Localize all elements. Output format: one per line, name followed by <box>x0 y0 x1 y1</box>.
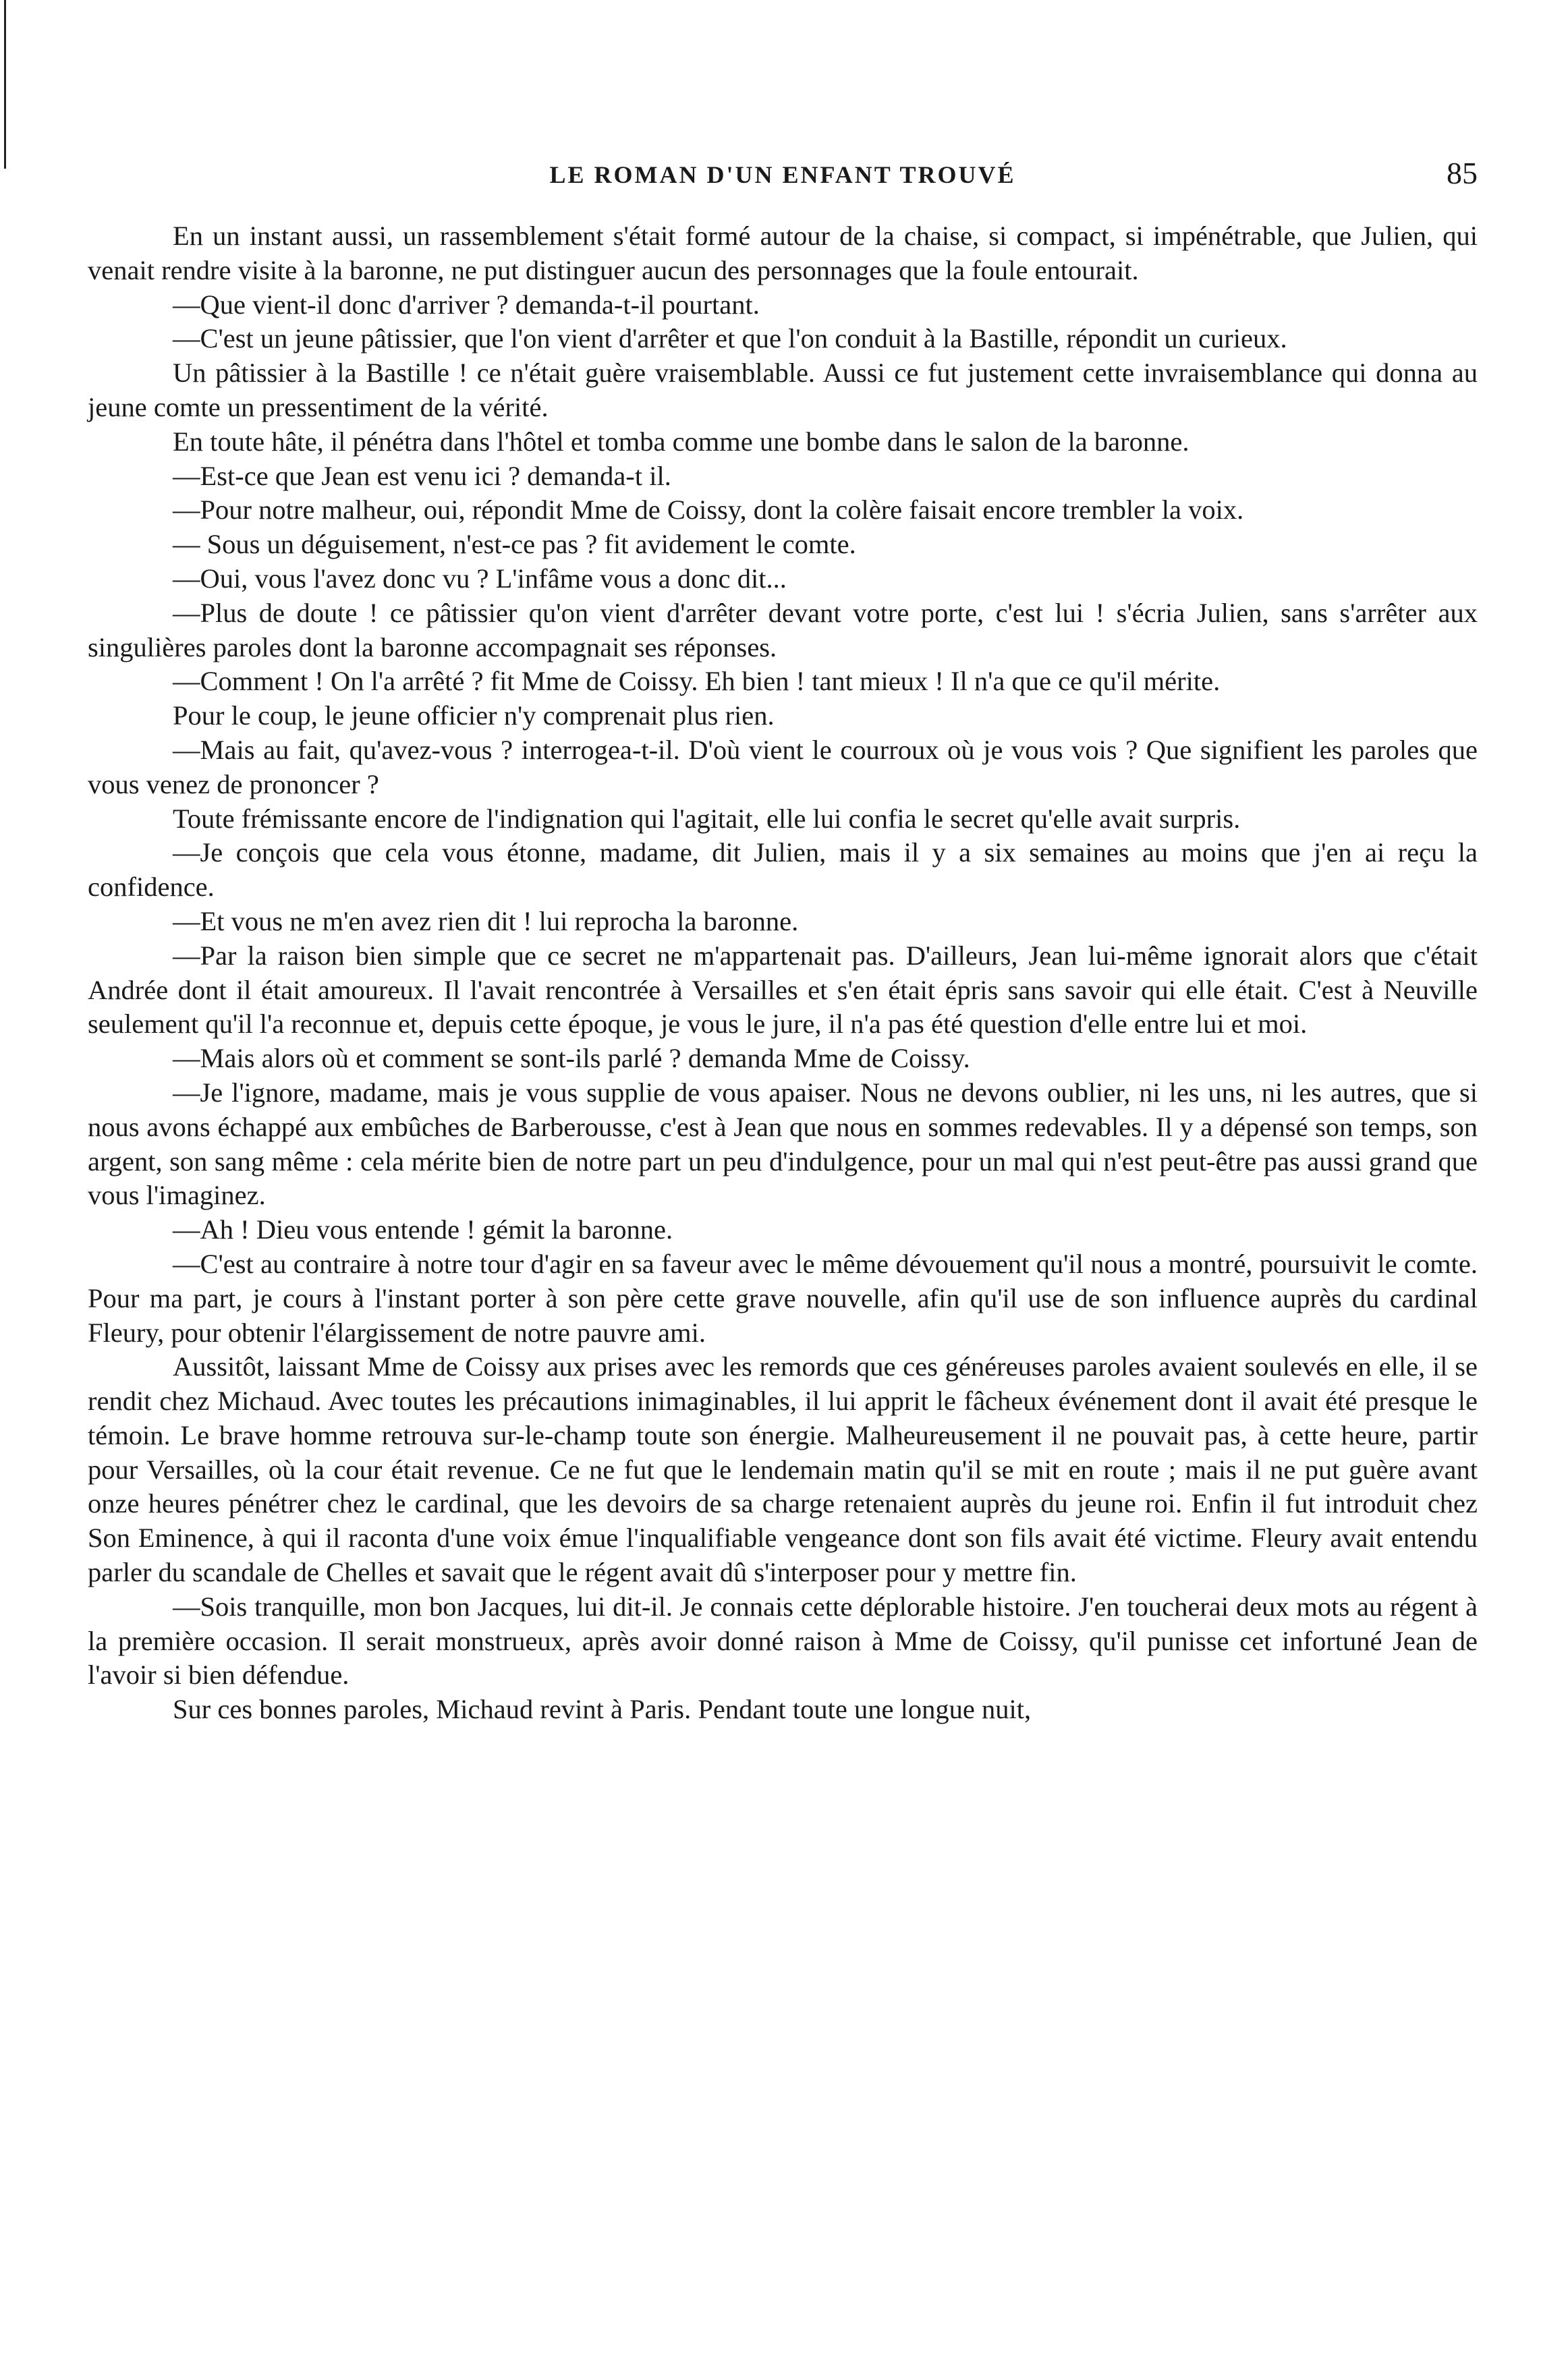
paragraph: —Je l'ignore, madame, mais je vous supplie de vous apaiser. Nous ne devons oublier, ni les uns, ni les autres, que si nous avons échappé aux embûches de Barberousse, c'est à Jean que nous en sommes redevables. Il y a dépensé son temps, son argent, son sang même : cela mérite bien de notre part un peu d'indulgence, pour un mal qui n'est peut-être pas aussi grand que vous l'imaginez. <box>88 1077 1478 1211</box>
paragraph: —Est-ce que Jean est venu ici ? demanda-t il. <box>173 460 671 491</box>
paragraph: Pour le coup, le jeune officier n'y comprenait plus rien. <box>173 700 775 731</box>
running-title: LE ROMAN D'UN ENFANT TROUVÉ <box>549 161 1016 188</box>
paragraph: —Pour notre malheur, oui, répondit Mme de Coissy, dont la colère faisait encore trembler la voix. <box>173 494 1244 526</box>
page-number: 85 <box>1447 156 1478 190</box>
paragraph: —Plus de doute ! ce pâtissier qu'on vient d'arrêter devant votre porte, c'est lui ! s'écria Julien, sans s'arrêter aux singulières paroles dont la baronne accompagnait ses réponses. <box>88 597 1478 662</box>
paragraph: —Mais au fait, qu'avez-vous ? interrogea-t-il. D'où vient le courroux où je vous vois ? Que signifient les paroles que vous venez de prononcer ? <box>88 734 1478 799</box>
paragraph: —Je conçois que cela vous étonne, madame, dit Julien, mais il y a six semaines au moins que j'en ai reçu la confidence. <box>88 837 1478 903</box>
paragraph: —Comment ! On l'a arrêté ? fit Mme de Coissy. Eh bien ! tant mieux ! Il n'a que ce qu'il mérite. <box>173 666 1221 697</box>
paragraph: —Sois tranquille, mon bon Jacques, lui dit-il. Je connais cette déplorable histoire. J'en toucherai deux mots au régent à la première occasion. Il serait monstrueux, après avoir donné raison à Mme de Coissy, qu'il punisse cet infortuné Jean de l'avoir si bien défendue. <box>88 1591 1478 1691</box>
paragraph: —Par la raison bien simple que ce secret ne m'appartenait pas. D'ailleurs, Jean lui-même ignorait alors que c'était Andrée dont il était amoureux. Il l'avait rencontrée à Versailles et s'en était épris sans savoir qui elle était. C'est à Neuville seulement qu'il l'a reconnue et, depuis cette époque, je vous le jure, il n'a pas été question d'elle entre lui et moi. <box>88 940 1478 1040</box>
paragraph: En un instant aussi, un rassemblement s'était formé autour de la chaise, si compact, si impénétrable, que Julien, qui venait rendre visite à la baronne, ne put distinguer aucun des personnages que la foule entourait. <box>88 221 1478 285</box>
paragraph: —Et vous ne m'en avez rien dit ! lui reprocha la baronne. <box>173 905 799 936</box>
paragraph: —Mais alors où et comment se sont-ils parlé ? demanda Mme de Coissy. <box>173 1043 970 1074</box>
paragraph: —Ah ! Dieu vous entende ! gémit la baronne. <box>173 1214 673 1245</box>
paragraph: —C'est un jeune pâtissier, que l'on vient d'arrêter et que l'on conduit à la Bastille, répondit un curieux. <box>173 323 1287 354</box>
paragraph: —Que vient-il donc d'arriver ? demanda-t-il pourtant. <box>173 289 760 320</box>
paragraph: Sur ces bonnes paroles, Michaud revint à Paris. Pendant toute une longue nuit, <box>173 1694 1032 1725</box>
paragraph: —C'est au contraire à notre tour d'agir en sa faveur avec le même dévouement qu'il nous a montré, poursuivit le comte. Pour ma part, je cours à l'instant porter à son père cette grave nouvelle, afin qu'il use de son influence auprès du cardinal Fleury, pour obtenir l'élargissement de notre pauvre ami. <box>88 1248 1478 1348</box>
scan-edge-rule <box>4 0 6 169</box>
paragraph: — Sous un déguisement, n'est-ce pas ? fit avidement le comte. <box>173 529 856 560</box>
paragraph: Aussitôt, laissant Mme de Coissy aux prises avec les remords que ces généreuses paroles avaient soulevés en elle, il se rendit chez Michaud. Avec toutes les précautions inimaginables, il lui apprit le fâcheux événement dont il avait été presque le témoin. Le brave homme retrouva sur-le-champ toute son énergie. Malheureusement il ne pouvait pas, à cette heure, partir pour Versailles, où la cour était revenue. Ce ne fut que le lendemain matin qu'il se mit en route ; mais il ne put guère avant onze heures pénétrer chez le cardinal, que les devoirs de sa charge retenaient auprès du jeune roi. Enfin il fut introduit chez Son Eminence, à qui il raconta d'une voix émue l'inqualifiable vengeance dont son fils avait été victime. Fleury avait entendu parler du scandale de Chelles et savait que le régent avait dû s'interposer pour y mettre fin. <box>88 1351 1478 1588</box>
paragraph: —Oui, vous l'avez donc vu ? L'infâme vous a donc dit... <box>173 563 787 594</box>
page-header <box>88 155 1478 196</box>
paragraph: Toute frémissante encore de l'indignation qui l'agitait, elle lui confia le secret qu'elle avait surpris. <box>173 803 1241 834</box>
paragraph: En toute hâte, il pénétra dans l'hôtel et tomba comme une bombe dans le salon de la baronne. <box>173 426 1189 457</box>
body-text <box>88 219 1478 1727</box>
paragraph: Un pâtissier à la Bastille ! ce n'était guère vraisemblable. Aussi ce fut justement cette invraisemblance qui donna au jeune comte un pressentiment de la vérité. <box>88 358 1478 422</box>
